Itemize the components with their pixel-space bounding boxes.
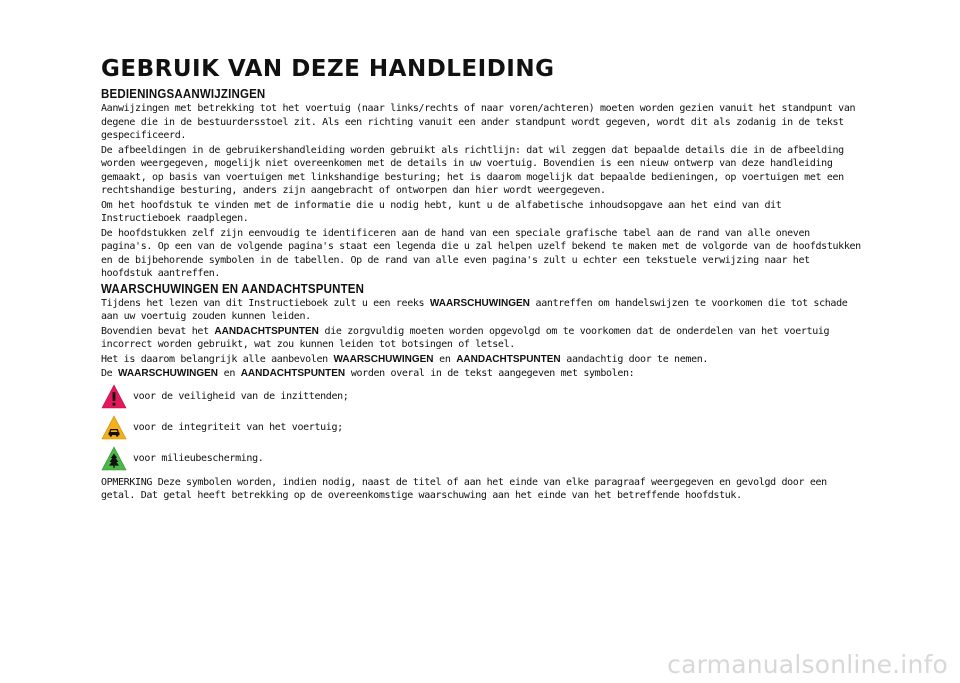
paragraph: Het is daarom belangrijk alle aanbevolen WAARSCHUWINGEN en AANDACHTSPUNTEN aandachtig door te nemen. xyxy=(101,353,709,365)
paragraph: De hoofdstukken zelf zijn eenvoudig te identificeren aan de hand van een speciale grafische tabel aan de rand van alle oneven pagina's. Op een van de volgende pagina's staat een legenda die u zal helpen uzelf bekend te maken met de volgorde van de hoofdstukken en de bijbehorende symbolen in de tabellen. Op de rand van alle even pagina's zult u echter een tekstuele verwijzing naar het hoofdstuk aantreffen. xyxy=(101,227,861,279)
exclamation-triangle-icon xyxy=(101,384,127,410)
symbol-safety-row xyxy=(101,383,861,411)
paragraph: Om het hoofdstuk te vinden met de informatie die u nodig hebt, kunt u de alfabetische inhoudsopgave aan het eind van dit Instructieboek raadplegen. xyxy=(101,199,782,224)
symbol-description: voor de integriteit van het voertuig; xyxy=(133,422,343,433)
section-heading-waarschuwingen: WAARSCHUWINGEN EN AANDACHTSPUNTEN xyxy=(101,281,365,296)
symbol-description: voor de veiligheid van de inzittenden; xyxy=(133,391,349,402)
note-paragraph: OPMERKING Deze symbolen worden, indien nodig, naast de titel of aan het einde van elke paragraaf weergegeven en gevolgd door een getal. Dat getal heeft betrekking op de overeenkomstige waarschuwing aan het einde van het betreffende hoofdstuk. xyxy=(101,476,827,501)
manual-page xyxy=(101,56,861,504)
tree-triangle-icon xyxy=(101,446,127,472)
section-heading-bedieningsaanwijzingen: BEDIENINGSAANWIJZINGEN xyxy=(101,87,266,101)
car-triangle-icon xyxy=(101,415,127,441)
watermark: carmanualsonline.info xyxy=(667,650,948,679)
paragraph: Aanwijzingen met betrekking tot het voertuig (naar links/rechts of naar voren/achteren) moeten worden gezien vanuit het standpunt van degene die in de bestuurdersstoel zit. Als een richting vanuit een ander standpunt wordt gegeven, wordt dit als zodanig in de tekst gespecificeerd. xyxy=(101,103,856,141)
paragraph: Bovendien bevat het AANDACHTSPUNTEN die zorgvuldig moeten worden opgevolgd om te voorkomen dat de onderdelen van het voertuig incorrect worden gebruikt, wat zou kunnen leiden tot botsingen of letsel. xyxy=(101,325,830,350)
symbol-vehicle-row xyxy=(101,414,861,442)
paragraph: Tijdens het lezen van dit Instructieboek zult u een reeks WAARSCHUWINGEN aantreffen om handelswijzen te voorkomen die tot schade aan uw voertuig zouden kunnen leiden. xyxy=(101,297,848,322)
symbol-environment-row xyxy=(101,445,861,473)
page-title: GEBRUIK VAN DEZE HANDLEIDING xyxy=(101,56,555,82)
paragraph: De afbeeldingen in de gebruikershandleiding worden gebruikt als richtlijn: dat wil zeggen dat bepaalde details die in de afbeelding worden weergegeven, mogelijk niet overeenkomen met de details in uw voertuig. Bovendien is een nieuw ontwerp van deze handleiding gemaakt, op basis van voertuigen met linkshandige besturing; het is daarom mogelijk dat bepaalde bedieningen, op voertuigen met een rechtshandige besturing, anders zijn aangebracht of ontworpen dan hier wordt weergegeven. xyxy=(101,144,844,196)
paragraph: De WAARSCHUWINGEN en AANDACHTSPUNTEN worden overal in de tekst aangegeven met symbolen: xyxy=(101,368,635,379)
symbol-description: voor milieubescherming. xyxy=(133,453,264,464)
